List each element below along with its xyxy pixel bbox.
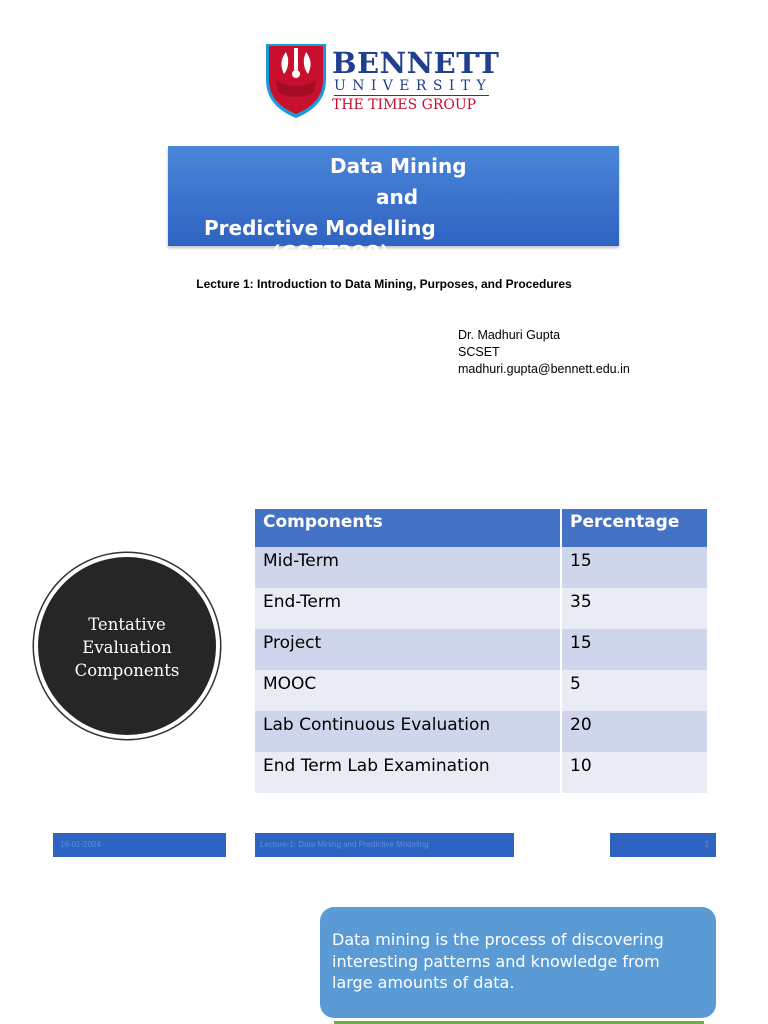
component-cell: Mid-Term (255, 547, 561, 588)
table-row (255, 752, 707, 793)
title-line-2: and (376, 185, 419, 209)
table-row (255, 547, 707, 588)
table-row (255, 711, 707, 752)
circle-line: Tentative (88, 615, 166, 634)
evaluation-table (255, 509, 707, 793)
footer-date: 16-01-2024 (53, 833, 226, 857)
university-logo (264, 40, 500, 122)
percentage-cell: 35 (561, 588, 707, 629)
logo-brand: BENNETT (332, 46, 500, 80)
logo-university: UNIVERSITY (334, 78, 493, 94)
author-dept: SCSET (458, 345, 500, 359)
footer-course: Lecture-1: Data Mining and Predictive Modeling (255, 833, 514, 857)
percentage-cell: 15 (561, 547, 707, 588)
component-cell: Lab Continuous Evaluation (255, 711, 561, 752)
title-banner (168, 146, 619, 265)
percentage-cell: 15 (561, 629, 707, 670)
component-cell: End Term Lab Examination (255, 752, 561, 793)
author-block (458, 327, 630, 378)
header-percentage: Percentage (561, 509, 707, 547)
table-row (255, 588, 707, 629)
component-cell: End-Term (255, 588, 561, 629)
author-name: Dr. Madhuri Gupta (458, 328, 561, 342)
evaluation-circle-text (38, 613, 216, 682)
circle-line: Evaluation (82, 638, 172, 657)
shield-crest-icon (264, 40, 328, 120)
definition-box: Data mining is the process of discovering interesting patterns and knowledge from large amounts of data. (320, 907, 716, 1018)
title-line-1: Data Mining (330, 154, 467, 178)
circle-line: Components (74, 661, 180, 680)
footer-page-number: 2 (610, 833, 716, 857)
percentage-cell: 20 (561, 711, 707, 752)
lecture-subtitle: Lecture 1: Introduction to Data Mining, Purposes, and Procedures (196, 277, 572, 291)
title-line-3: Predictive Modelling (204, 216, 436, 240)
percentage-cell: 10 (561, 752, 707, 793)
table-row (255, 670, 707, 711)
author-email[interactable]: madhuri.gupta@bennett.edu.in (458, 362, 630, 376)
component-cell: MOOC (255, 670, 561, 711)
logo-group: THE TIMES GROUP (332, 97, 477, 113)
table-row (255, 629, 707, 670)
title-line-4: (CSET398) (272, 241, 389, 265)
header-components: Components (255, 509, 561, 547)
component-cell: Project (255, 629, 561, 670)
percentage-cell: 5 (561, 670, 707, 711)
table-header-row (255, 509, 707, 547)
